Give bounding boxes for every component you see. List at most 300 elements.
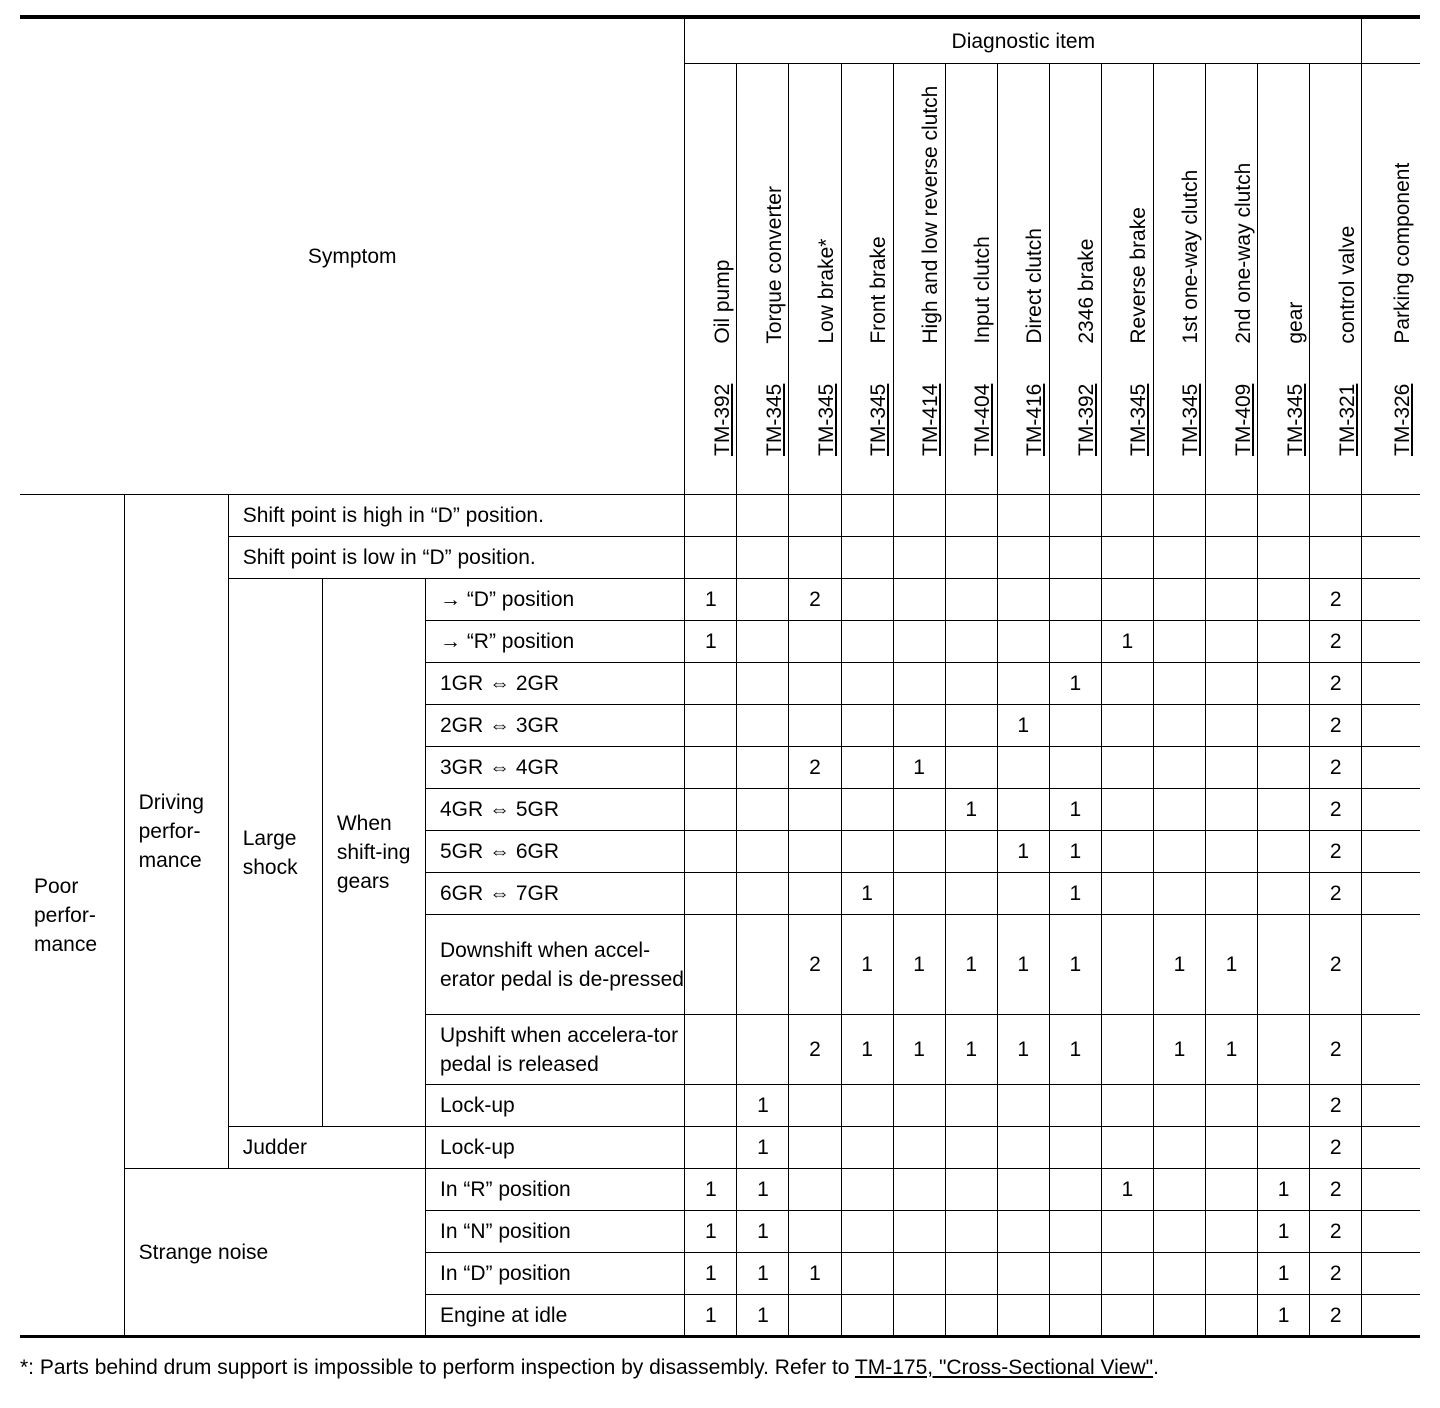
value-cell — [997, 537, 1049, 579]
diagnosis-table-container — [20, 15, 1420, 1338]
column-ref-link[interactable]: TM-414 — [919, 383, 943, 456]
row-label: 2GR ⇔ 3GR — [425, 705, 684, 747]
column-ref-link[interactable]: TM-392 — [710, 383, 734, 456]
value-cell: 1 — [1258, 1253, 1310, 1295]
value-cell: 1 — [997, 915, 1049, 1015]
value-cell — [997, 747, 1049, 789]
value-cell — [893, 705, 945, 747]
row-label: 1GR ⇔ 2GR — [425, 663, 684, 705]
column-header — [997, 64, 1049, 495]
column-name: Low brake* — [815, 238, 839, 344]
value-cell — [1205, 495, 1257, 537]
value-cell — [1362, 495, 1420, 537]
value-cell: 1 — [841, 1015, 893, 1085]
value-cell — [685, 915, 737, 1015]
value-cell — [893, 873, 945, 915]
value-cell — [841, 579, 893, 621]
value-cell — [1101, 831, 1153, 873]
value-cell — [893, 1211, 945, 1253]
value-cell: 1 — [737, 1211, 789, 1253]
value-cell: 1 — [737, 1127, 789, 1169]
value-cell — [737, 915, 789, 1015]
value-cell — [1153, 1211, 1205, 1253]
value-cell — [1153, 1127, 1205, 1169]
value-cell — [1362, 1127, 1420, 1169]
column-header-text — [1284, 302, 1308, 456]
value-cell — [1101, 1085, 1153, 1127]
value-cell: 1 — [1153, 1015, 1205, 1085]
value-cell — [945, 831, 997, 873]
value-cell — [841, 495, 893, 537]
value-cell — [1258, 1015, 1310, 1085]
value-cell: 1 — [1205, 915, 1257, 1015]
value-cell — [685, 705, 737, 747]
column-header-text — [1023, 228, 1047, 456]
value-cell — [945, 1211, 997, 1253]
diagnosis-table — [20, 15, 1420, 1338]
column-header-text — [1127, 207, 1151, 456]
column-name: Reverse brake — [1127, 207, 1151, 344]
column-header — [685, 64, 737, 495]
value-cell — [1101, 663, 1153, 705]
value-cell — [685, 1127, 737, 1169]
value-cell: 2 — [1310, 621, 1362, 663]
value-cell — [1153, 1085, 1205, 1127]
value-cell — [893, 831, 945, 873]
value-cell — [1205, 747, 1257, 789]
value-cell: 1 — [685, 621, 737, 663]
value-cell: 1 — [1049, 789, 1101, 831]
value-cell — [841, 1169, 893, 1211]
value-cell: 2 — [789, 1015, 841, 1085]
column-ref-link[interactable]: TM-345 — [815, 383, 839, 456]
value-cell — [1153, 621, 1205, 663]
value-cell — [1153, 537, 1205, 579]
symptom-header: Symptom — [20, 17, 685, 495]
value-cell — [841, 663, 893, 705]
column-ref-link[interactable]: TM-416 — [1023, 383, 1047, 456]
value-cell — [1205, 1253, 1257, 1295]
column-ref-link[interactable]: TM-404 — [971, 383, 995, 456]
value-cell — [1362, 1169, 1420, 1211]
value-cell — [1049, 1085, 1101, 1127]
value-cell — [789, 663, 841, 705]
value-cell — [1049, 1211, 1101, 1253]
value-cell: 1 — [1049, 663, 1101, 705]
value-cell — [997, 1169, 1049, 1211]
value-cell — [841, 831, 893, 873]
value-cell — [945, 579, 997, 621]
column-header — [1362, 64, 1420, 495]
value-cell — [685, 831, 737, 873]
column-header-text — [1179, 170, 1203, 456]
column-ref-link[interactable]: TM-326 — [1391, 383, 1415, 456]
value-cell — [685, 873, 737, 915]
value-cell — [1101, 705, 1153, 747]
value-cell — [1205, 831, 1257, 873]
value-cell — [1362, 1015, 1420, 1085]
value-cell — [1258, 915, 1310, 1015]
table-row — [20, 495, 1420, 537]
value-cell — [685, 495, 737, 537]
value-cell — [1258, 873, 1310, 915]
value-cell: 1 — [1049, 1015, 1101, 1085]
value-cell — [893, 1295, 945, 1337]
column-header-text — [815, 239, 839, 456]
value-cell — [1205, 705, 1257, 747]
value-cell — [1258, 621, 1310, 663]
value-cell: 1 — [1205, 1015, 1257, 1085]
value-cell — [945, 621, 997, 663]
value-cell — [1205, 1295, 1257, 1337]
value-cell — [945, 747, 997, 789]
value-cell — [945, 1169, 997, 1211]
value-cell — [1362, 789, 1420, 831]
value-cell: 2 — [1310, 1295, 1362, 1337]
value-cell — [945, 873, 997, 915]
value-cell — [1153, 873, 1205, 915]
value-cell — [997, 873, 1049, 915]
value-cell — [1258, 579, 1310, 621]
value-cell — [737, 621, 789, 663]
column-name: 2nd one-way clutch — [1231, 162, 1255, 344]
value-cell — [1101, 1015, 1153, 1085]
column-header-text — [1075, 239, 1099, 456]
column-ref-link[interactable]: TM-392 — [1075, 383, 1099, 456]
value-cell: 1 — [1258, 1211, 1310, 1253]
value-cell: 2 — [1310, 1127, 1362, 1169]
value-cell — [997, 1085, 1049, 1127]
value-cell — [893, 1085, 945, 1127]
value-cell: 1 — [1049, 873, 1101, 915]
table-row — [20, 1127, 1420, 1169]
column-ref-link[interactable]: TM-345 — [1179, 383, 1203, 456]
column-header-text — [867, 236, 891, 456]
column-header-text — [971, 236, 995, 456]
value-cell: 1 — [1153, 915, 1205, 1015]
value-cell — [737, 831, 789, 873]
value-cell: 1 — [789, 1253, 841, 1295]
value-cell — [841, 537, 893, 579]
value-cell — [685, 789, 737, 831]
value-cell: 1 — [1049, 915, 1101, 1015]
value-cell: 2 — [1310, 873, 1362, 915]
value-cell — [1362, 1295, 1420, 1337]
value-cell — [841, 1295, 893, 1337]
value-cell — [1362, 663, 1420, 705]
value-cell — [1205, 663, 1257, 705]
column-header — [945, 64, 997, 495]
value-cell — [737, 579, 789, 621]
column-header — [789, 64, 841, 495]
column-name: Direct clutch — [1023, 228, 1047, 344]
value-cell — [1049, 1295, 1101, 1337]
column-header — [893, 64, 945, 495]
value-cell: 1 — [945, 789, 997, 831]
column-name: Front brake — [867, 236, 891, 344]
value-cell — [1362, 537, 1420, 579]
column-name: Oil pump — [710, 259, 734, 344]
value-cell: 2 — [1310, 1015, 1362, 1085]
value-cell — [997, 495, 1049, 537]
value-cell — [1258, 705, 1310, 747]
column-header — [737, 64, 789, 495]
value-cell — [945, 1085, 997, 1127]
row-label: Upshift when accelera-tor pedal is released — [425, 1015, 684, 1085]
row-label: Downshift when accel-erator pedal is de-pressed — [425, 915, 684, 1015]
value-cell — [1362, 1253, 1420, 1295]
column-header-text — [1336, 226, 1360, 456]
value-cell: 1 — [997, 1015, 1049, 1085]
value-cell: 1 — [945, 1015, 997, 1085]
value-cell — [1310, 495, 1362, 537]
column-header — [1310, 64, 1362, 495]
column-name: Input clutch — [971, 236, 995, 344]
value-cell — [789, 621, 841, 663]
column-header-text — [919, 86, 943, 456]
footnote — [20, 1356, 1159, 1380]
value-cell — [945, 1295, 997, 1337]
value-cell — [841, 1085, 893, 1127]
value-cell: 1 — [893, 747, 945, 789]
value-cell — [1205, 873, 1257, 915]
value-cell — [1153, 663, 1205, 705]
value-cell — [893, 663, 945, 705]
category-judder: Judder — [228, 1127, 425, 1169]
value-cell: 2 — [1310, 579, 1362, 621]
column-header — [841, 64, 893, 495]
table-row — [20, 1169, 1420, 1211]
value-cell — [737, 1015, 789, 1085]
value-cell — [893, 495, 945, 537]
value-cell — [1205, 1211, 1257, 1253]
column-header-text — [1391, 163, 1415, 456]
value-cell — [789, 789, 841, 831]
value-cell — [1153, 831, 1205, 873]
column-header — [1049, 64, 1101, 495]
column-ref-link[interactable]: TM-345 — [867, 383, 891, 456]
value-cell — [789, 1085, 841, 1127]
value-cell — [737, 495, 789, 537]
value-cell — [1153, 1169, 1205, 1211]
value-cell — [1153, 705, 1205, 747]
category-strange-noise: Strange noise — [124, 1169, 425, 1337]
value-cell — [893, 621, 945, 663]
value-cell: 1 — [737, 1253, 789, 1295]
value-cell — [945, 663, 997, 705]
value-cell: 2 — [789, 747, 841, 789]
value-cell — [737, 747, 789, 789]
value-cell — [1362, 915, 1420, 1015]
diagnostic-item-header: Diagnostic item — [685, 17, 1362, 64]
value-cell: 1 — [1049, 831, 1101, 873]
value-cell — [945, 705, 997, 747]
column-ref-link[interactable]: TM-345 — [762, 383, 786, 456]
value-cell: 1 — [945, 915, 997, 1015]
column-header — [1153, 64, 1205, 495]
value-cell — [1258, 537, 1310, 579]
value-cell: 1 — [1258, 1295, 1310, 1337]
value-cell — [997, 621, 1049, 663]
value-cell — [1153, 495, 1205, 537]
column-header — [1205, 64, 1257, 495]
column-name: control valve — [1335, 225, 1359, 344]
value-cell: 2 — [1310, 789, 1362, 831]
column-name: Parking component — [1391, 162, 1415, 344]
value-cell: 1 — [1101, 1169, 1153, 1211]
value-cell: 1 — [685, 1169, 737, 1211]
value-cell: 2 — [789, 579, 841, 621]
value-cell — [1258, 1127, 1310, 1169]
table-row — [20, 537, 1420, 579]
value-cell — [1049, 705, 1101, 747]
column-ref-link[interactable]: TM-409 — [1231, 383, 1255, 456]
column-header — [1258, 64, 1310, 495]
row-label: 5GR ⇔ 6GR — [425, 831, 684, 873]
column-ref-link[interactable]: TM-345 — [1283, 383, 1307, 456]
row-label: Engine at idle — [425, 1295, 684, 1337]
column-name: 2346 brake — [1075, 238, 1099, 344]
value-cell — [1153, 789, 1205, 831]
value-cell — [1049, 1169, 1101, 1211]
value-cell — [789, 705, 841, 747]
value-cell: 1 — [893, 915, 945, 1015]
value-cell: 1 — [997, 831, 1049, 873]
value-cell — [893, 1169, 945, 1211]
table-row — [20, 579, 1420, 621]
value-cell — [1153, 1295, 1205, 1337]
value-cell: 1 — [737, 1085, 789, 1127]
value-cell — [1310, 537, 1362, 579]
column-name: gear — [1283, 301, 1307, 344]
value-cell — [1205, 1127, 1257, 1169]
row-label: Lock-up — [425, 1127, 684, 1169]
value-cell — [893, 1127, 945, 1169]
value-cell — [841, 705, 893, 747]
value-cell — [1362, 747, 1420, 789]
value-cell — [841, 1253, 893, 1295]
value-cell — [1049, 495, 1101, 537]
column-name: Torque converter — [762, 186, 786, 344]
value-cell — [1205, 1085, 1257, 1127]
value-cell: 1 — [997, 705, 1049, 747]
value-cell — [1205, 537, 1257, 579]
value-cell — [1101, 789, 1153, 831]
value-cell — [789, 1169, 841, 1211]
value-cell: 1 — [841, 915, 893, 1015]
category-driving-performance: Driving perfor-mance — [124, 495, 228, 1169]
value-cell — [1362, 705, 1420, 747]
value-cell — [789, 495, 841, 537]
value-cell — [997, 579, 1049, 621]
value-cell — [1049, 1127, 1101, 1169]
footnote-end: . — [1153, 1356, 1159, 1379]
value-cell — [841, 1127, 893, 1169]
row-label: Shift point is low in “D” position. — [228, 537, 685, 579]
value-cell — [1049, 1253, 1101, 1295]
value-cell: 2 — [1310, 1169, 1362, 1211]
value-cell: 1 — [893, 1015, 945, 1085]
value-cell — [1101, 1211, 1153, 1253]
value-cell — [1049, 621, 1101, 663]
value-cell: 1 — [685, 579, 737, 621]
value-cell — [789, 873, 841, 915]
value-cell: 2 — [1310, 747, 1362, 789]
value-cell — [945, 1127, 997, 1169]
row-label: 6GR ⇔ 7GR — [425, 873, 684, 915]
value-cell — [841, 621, 893, 663]
value-cell: 2 — [1310, 1253, 1362, 1295]
value-cell: 1 — [1101, 621, 1153, 663]
value-cell — [1153, 747, 1205, 789]
value-cell — [1362, 831, 1420, 873]
value-cell: 2 — [1310, 705, 1362, 747]
value-cell — [1101, 495, 1153, 537]
column-name: 1st one-way clutch — [1179, 169, 1203, 344]
value-cell: 2 — [1310, 831, 1362, 873]
value-cell — [1362, 621, 1420, 663]
footnote-link[interactable]: TM-175, "Cross-Sectional View" — [854, 1356, 1154, 1379]
value-cell: 2 — [1310, 1085, 1362, 1127]
value-cell — [1258, 495, 1310, 537]
value-cell — [1362, 873, 1420, 915]
value-cell — [997, 1211, 1049, 1253]
value-cell — [893, 789, 945, 831]
value-cell: 2 — [1310, 1211, 1362, 1253]
value-cell — [1049, 579, 1101, 621]
footnote-text: *: Parts behind drum support is impossible to perform inspection by disassembly. Refer to — [20, 1356, 855, 1379]
value-cell — [945, 1253, 997, 1295]
value-cell — [1101, 1253, 1153, 1295]
value-cell — [685, 747, 737, 789]
value-cell — [737, 537, 789, 579]
value-cell — [1205, 789, 1257, 831]
category-when-shifting-gears: When shift-ing gears — [322, 579, 425, 1127]
value-cell — [1362, 579, 1420, 621]
column-ref-link[interactable]: TM-321 — [1335, 383, 1359, 456]
value-cell — [789, 537, 841, 579]
value-cell — [893, 1253, 945, 1295]
value-cell — [1205, 621, 1257, 663]
row-label: In “D” position — [425, 1253, 684, 1295]
row-label: → “R” position — [425, 621, 684, 663]
value-cell: 1 — [737, 1295, 789, 1337]
row-label: → “D” position — [425, 579, 684, 621]
value-cell: 1 — [685, 1211, 737, 1253]
value-cell — [1362, 1085, 1420, 1127]
value-cell — [1049, 537, 1101, 579]
value-cell — [1049, 747, 1101, 789]
column-header-text — [1232, 163, 1256, 456]
value-cell — [1258, 789, 1310, 831]
value-cell — [1153, 579, 1205, 621]
row-label: 4GR ⇔ 5GR — [425, 789, 684, 831]
value-cell — [685, 1085, 737, 1127]
value-cell — [1101, 747, 1153, 789]
column-ref-link[interactable]: TM-345 — [1127, 383, 1151, 456]
category-large-shock: Large shock — [228, 579, 322, 1127]
category-poor-performance: Poor perfor-mance — [20, 495, 124, 1337]
row-label: Lock-up — [425, 1085, 684, 1127]
value-cell — [945, 537, 997, 579]
value-cell — [841, 1211, 893, 1253]
value-cell — [1101, 1127, 1153, 1169]
value-cell: 2 — [789, 915, 841, 1015]
value-cell — [789, 1127, 841, 1169]
value-cell — [841, 789, 893, 831]
value-cell: 1 — [841, 873, 893, 915]
value-cell: 1 — [685, 1253, 737, 1295]
